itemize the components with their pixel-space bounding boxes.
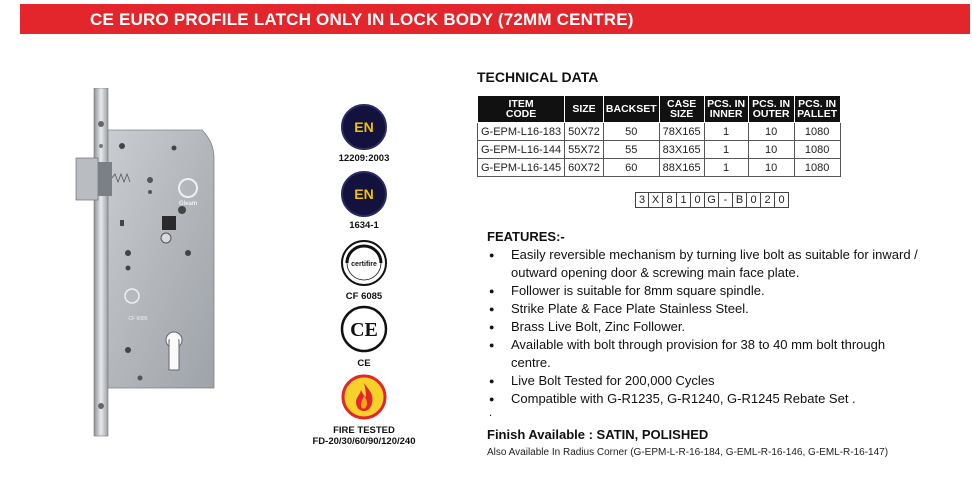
backset: 60	[603, 159, 659, 177]
serial-char: 0	[691, 192, 705, 208]
serial-char: G	[705, 192, 719, 208]
case-size: 78X165	[659, 123, 704, 141]
ce-mark-icon	[340, 305, 388, 353]
also-available-note: Also Available In Radius Corner (G-EPM-L-R-16-184, G-EML-R-16-146, G-EML-R-16-147)	[487, 447, 889, 458]
en-badge-icon: EN	[341, 171, 387, 217]
size: 55X72	[565, 141, 604, 159]
svg-text:certifire: certifire	[351, 261, 377, 268]
technical-data-title: TECHNICAL DATA	[477, 69, 599, 85]
table-row	[478, 141, 841, 159]
list-item: ● Available with bolt through provision for 38 to 40 mm bolt through centre.	[487, 336, 927, 372]
size: 50X72	[565, 123, 604, 141]
features-title: FEATURES:-	[487, 229, 565, 244]
table-row	[478, 159, 841, 177]
col-header: BACKSET	[603, 96, 659, 123]
title-bar	[20, 4, 970, 34]
serial-char: B	[733, 192, 747, 208]
serial-char: 0	[747, 192, 761, 208]
list-item: ● Brass Live Bolt, Zinc Follower.	[487, 318, 927, 336]
technical-data-table	[477, 95, 841, 177]
pcs-outer: 10	[748, 159, 794, 177]
serial-code-boxes	[635, 192, 789, 208]
col-header: CASE SIZE	[659, 96, 704, 123]
pcs-pallet: 1080	[794, 159, 840, 177]
finish-available: Finish Available : SATIN, POLISHED	[487, 427, 709, 442]
serial-char: X	[649, 192, 663, 208]
separator-dot: .	[489, 407, 493, 419]
pcs-pallet: 1080	[794, 141, 840, 159]
case-size: 83X165	[659, 141, 704, 159]
pcs-inner: 1	[704, 141, 748, 159]
pcs-outer: 10	[748, 141, 794, 159]
cert-label: CE	[357, 358, 371, 369]
list-item: ● Live Bolt Tested for 200,000 Cycles	[487, 372, 927, 390]
serial-char: 3	[635, 192, 649, 208]
serial-char: 2	[761, 192, 775, 208]
lock-body-image	[70, 88, 230, 488]
table-header-row	[478, 96, 841, 123]
cert-en-12209	[334, 104, 394, 164]
col-header: PCS. IN OUTER	[748, 96, 794, 123]
cert-label: 12209:2003	[338, 153, 390, 164]
cert-label: CF 6085	[345, 291, 383, 302]
cert-certifire	[334, 238, 394, 302]
cert-label: FIRE TESTED	[333, 425, 395, 436]
size: 60X72	[565, 159, 604, 177]
col-header: SIZE	[565, 96, 604, 123]
list-item: ● Compatible with G-R1235, G-R1240, G-R1245 Rebate Set .	[487, 390, 927, 408]
page-title: CE EURO PROFILE LATCH ONLY IN LOCK BODY (72MM CENTRE)	[90, 10, 634, 29]
backset: 50	[603, 123, 659, 141]
backset: 55	[603, 141, 659, 159]
cert-ce	[334, 305, 394, 369]
pcs-inner: 1	[704, 123, 748, 141]
pcs-outer: 10	[748, 123, 794, 141]
col-header: PCS. IN INNER	[704, 96, 748, 123]
features-list	[487, 246, 927, 408]
list-item: ● Follower is suitable for 8mm square spindle.	[487, 282, 927, 300]
col-header: PCS. IN PALLET	[794, 96, 840, 123]
case-size: 88X165	[659, 159, 704, 177]
cert-mark: CF 6085	[128, 316, 148, 322]
item-code: G-EPM-L16-183	[478, 123, 565, 141]
cert-sub-label: FD-20/30/60/90/120/240	[312, 436, 416, 447]
cert-label: 1634-1	[349, 220, 379, 231]
serial-char: 1	[677, 192, 691, 208]
cert-fire-tested	[290, 374, 438, 447]
list-item: ● Easily reversible mechanism by turning live bolt as suitable for inward / outward opening door & screwing main face plate.	[487, 246, 927, 282]
serial-char: -	[719, 192, 733, 208]
brand-mark: Gleam	[178, 201, 198, 207]
item-code: G-EPM-L16-144	[478, 141, 565, 159]
fire-icon	[341, 374, 387, 420]
serial-char: 0	[775, 192, 789, 208]
item-code: G-EPM-L16-145	[478, 159, 565, 177]
cert-en-1634	[334, 171, 394, 231]
svg-text:CE: CE	[350, 319, 378, 341]
pcs-inner: 1	[704, 159, 748, 177]
col-header: ITEM CODE	[478, 96, 565, 123]
certifire-icon	[339, 238, 389, 288]
serial-char: 8	[663, 192, 677, 208]
pcs-pallet: 1080	[794, 123, 840, 141]
list-item: ● Strike Plate & Face Plate Stainless Steel.	[487, 300, 927, 318]
en-badge-icon: EN	[341, 104, 387, 150]
table-row	[478, 123, 841, 141]
